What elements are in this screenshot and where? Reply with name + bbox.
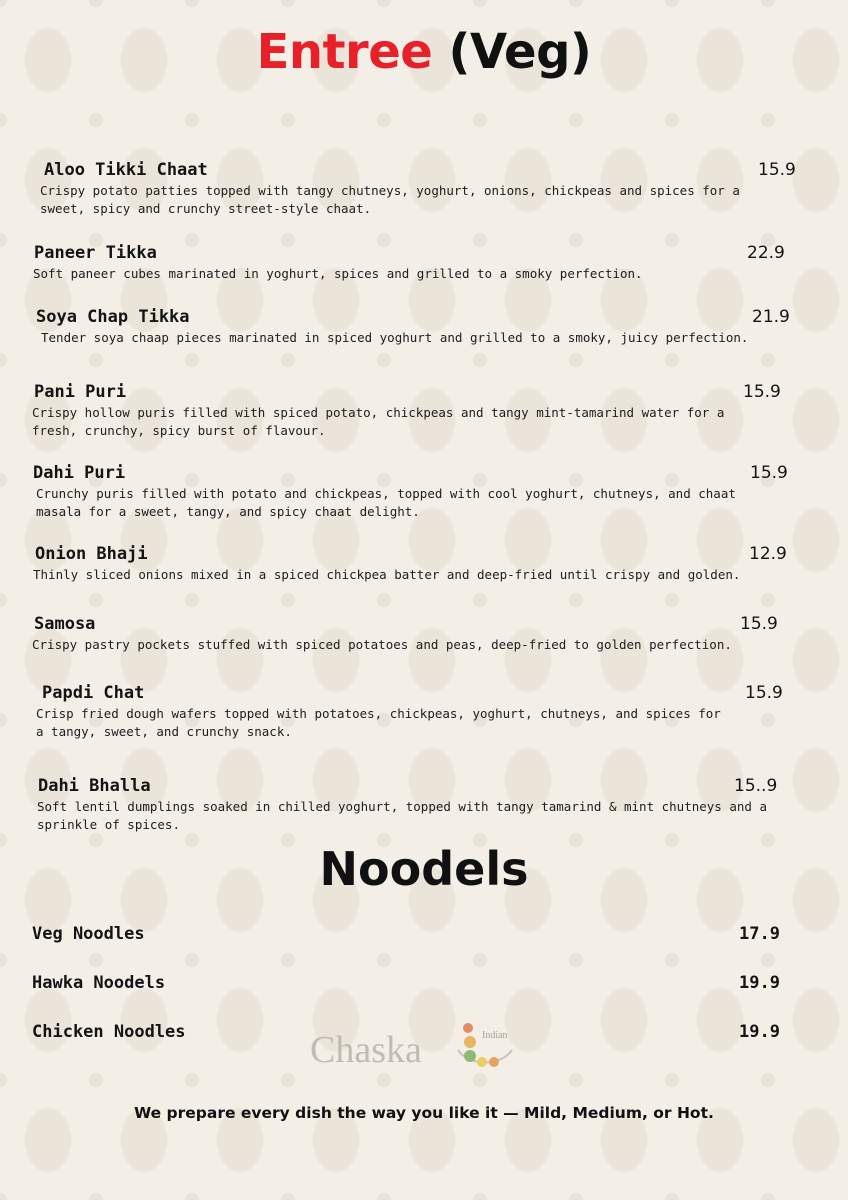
menu-item-name: Onion Bhaji [35, 544, 148, 564]
menu-item-name: Paneer Tikka [34, 243, 157, 263]
menu-item [37, 776, 798, 832]
menu-item-description: Soft lentil dumplings soaked in chilled yoghurt, topped with tangy tamarind & mint chutneys and a sprinkle of spices. [37, 799, 767, 832]
menu-item-price: 15.9 [758, 160, 796, 180]
logo-tagline: Indian [482, 1030, 508, 1041]
menu-item [34, 243, 794, 285]
menu-item-price: 15.9 [745, 683, 783, 703]
noodle-item-name: Chicken Noodles [32, 1022, 186, 1042]
entree-heading-word: Entree [256, 24, 433, 80]
menu-item-price: 15.9 [740, 614, 778, 634]
noodle-item-name: Hawka Noodels [32, 973, 166, 993]
menu-item-name: Soya Chap Tikka [36, 307, 190, 327]
noodle-item [32, 973, 792, 999]
menu-item-description: Crispy hollow puris filled with spiced potato, chickpeas and tangy mint-tamarind water for a fresh, crunchy, spicy burst of flavour. [32, 405, 725, 438]
menu-item-description: Crispy pastry pockets stuffed with spiced potatoes and peas, deep-fried to golden perfection. [32, 637, 732, 652]
menu-item [34, 382, 794, 442]
menu-item-name: Aloo Tikki Chaat [44, 160, 208, 180]
menu-item-description: Crunchy puris filled with potato and chickpeas, topped with cool yoghurt, chutneys, and chaat masala for a sweet, tangy, and spicy chaat delight. [36, 486, 736, 519]
menu-item [33, 463, 793, 523]
spice-level-note: We prepare every dish the way you like it — Mild, Medium, or Hot. [134, 1104, 714, 1122]
menu-item-price: 12.9 [749, 544, 787, 564]
menu-item-description: Crispy potato patties topped with tangy chutneys, yoghurt, onions, chickpeas and spices for a sweet, spicy and crunchy street-style chaat. [40, 183, 740, 216]
noodle-item-name: Veg Noodles [32, 924, 145, 944]
menu-item [34, 614, 794, 656]
noodle-item-price: 17.9 [739, 924, 780, 944]
entree-heading-qualifier: (Veg) [448, 24, 592, 80]
menu-item [36, 683, 802, 743]
menu-item-price: 15.9 [750, 463, 788, 483]
noodle-item-price: 19.9 [739, 973, 780, 993]
menu-item-name: Papdi Chat [42, 683, 145, 703]
noodle-item [32, 924, 792, 950]
menu-item-description: Thinly sliced onions mixed in a spiced chickpea batter and deep-fried until crispy and golden. [33, 567, 741, 582]
menu-item-name: Dahi Bhalla [38, 776, 151, 796]
menu-item-description: Tender soya chaap pieces marinated in spiced yoghurt and grilled to a smoky, juicy perfection. [41, 330, 749, 345]
menu-item-price: 15..9 [734, 776, 778, 796]
noodles-heading: Noodels [319, 842, 529, 896]
menu-item [36, 307, 796, 349]
menu-item-description: Soft paneer cubes marinated in yoghurt, spices and grilled to a smoky perfection. [33, 266, 643, 281]
menu-item [40, 160, 804, 220]
entree-heading [0, 24, 848, 80]
menu-item-price: 15.9 [743, 382, 781, 402]
noodle-item-price: 19.9 [739, 1022, 780, 1042]
menu-item-description: Crisp fried dough wafers topped with potatoes, chickpeas, yoghurt, chutneys, and spices for a tangy, sweet, and crunchy snack. [36, 706, 721, 739]
chaska-logo [310, 1022, 520, 1072]
menu-item-price: 22.9 [747, 243, 785, 263]
menu-item [35, 544, 795, 586]
menu-item-name: Pani Puri [34, 382, 127, 402]
menu-item-name: Samosa [34, 614, 96, 634]
menu-item-price: 21.9 [752, 307, 790, 327]
menu-item-name: Dahi Puri [33, 463, 126, 483]
logo-wordmark: Chaska [310, 1029, 422, 1071]
